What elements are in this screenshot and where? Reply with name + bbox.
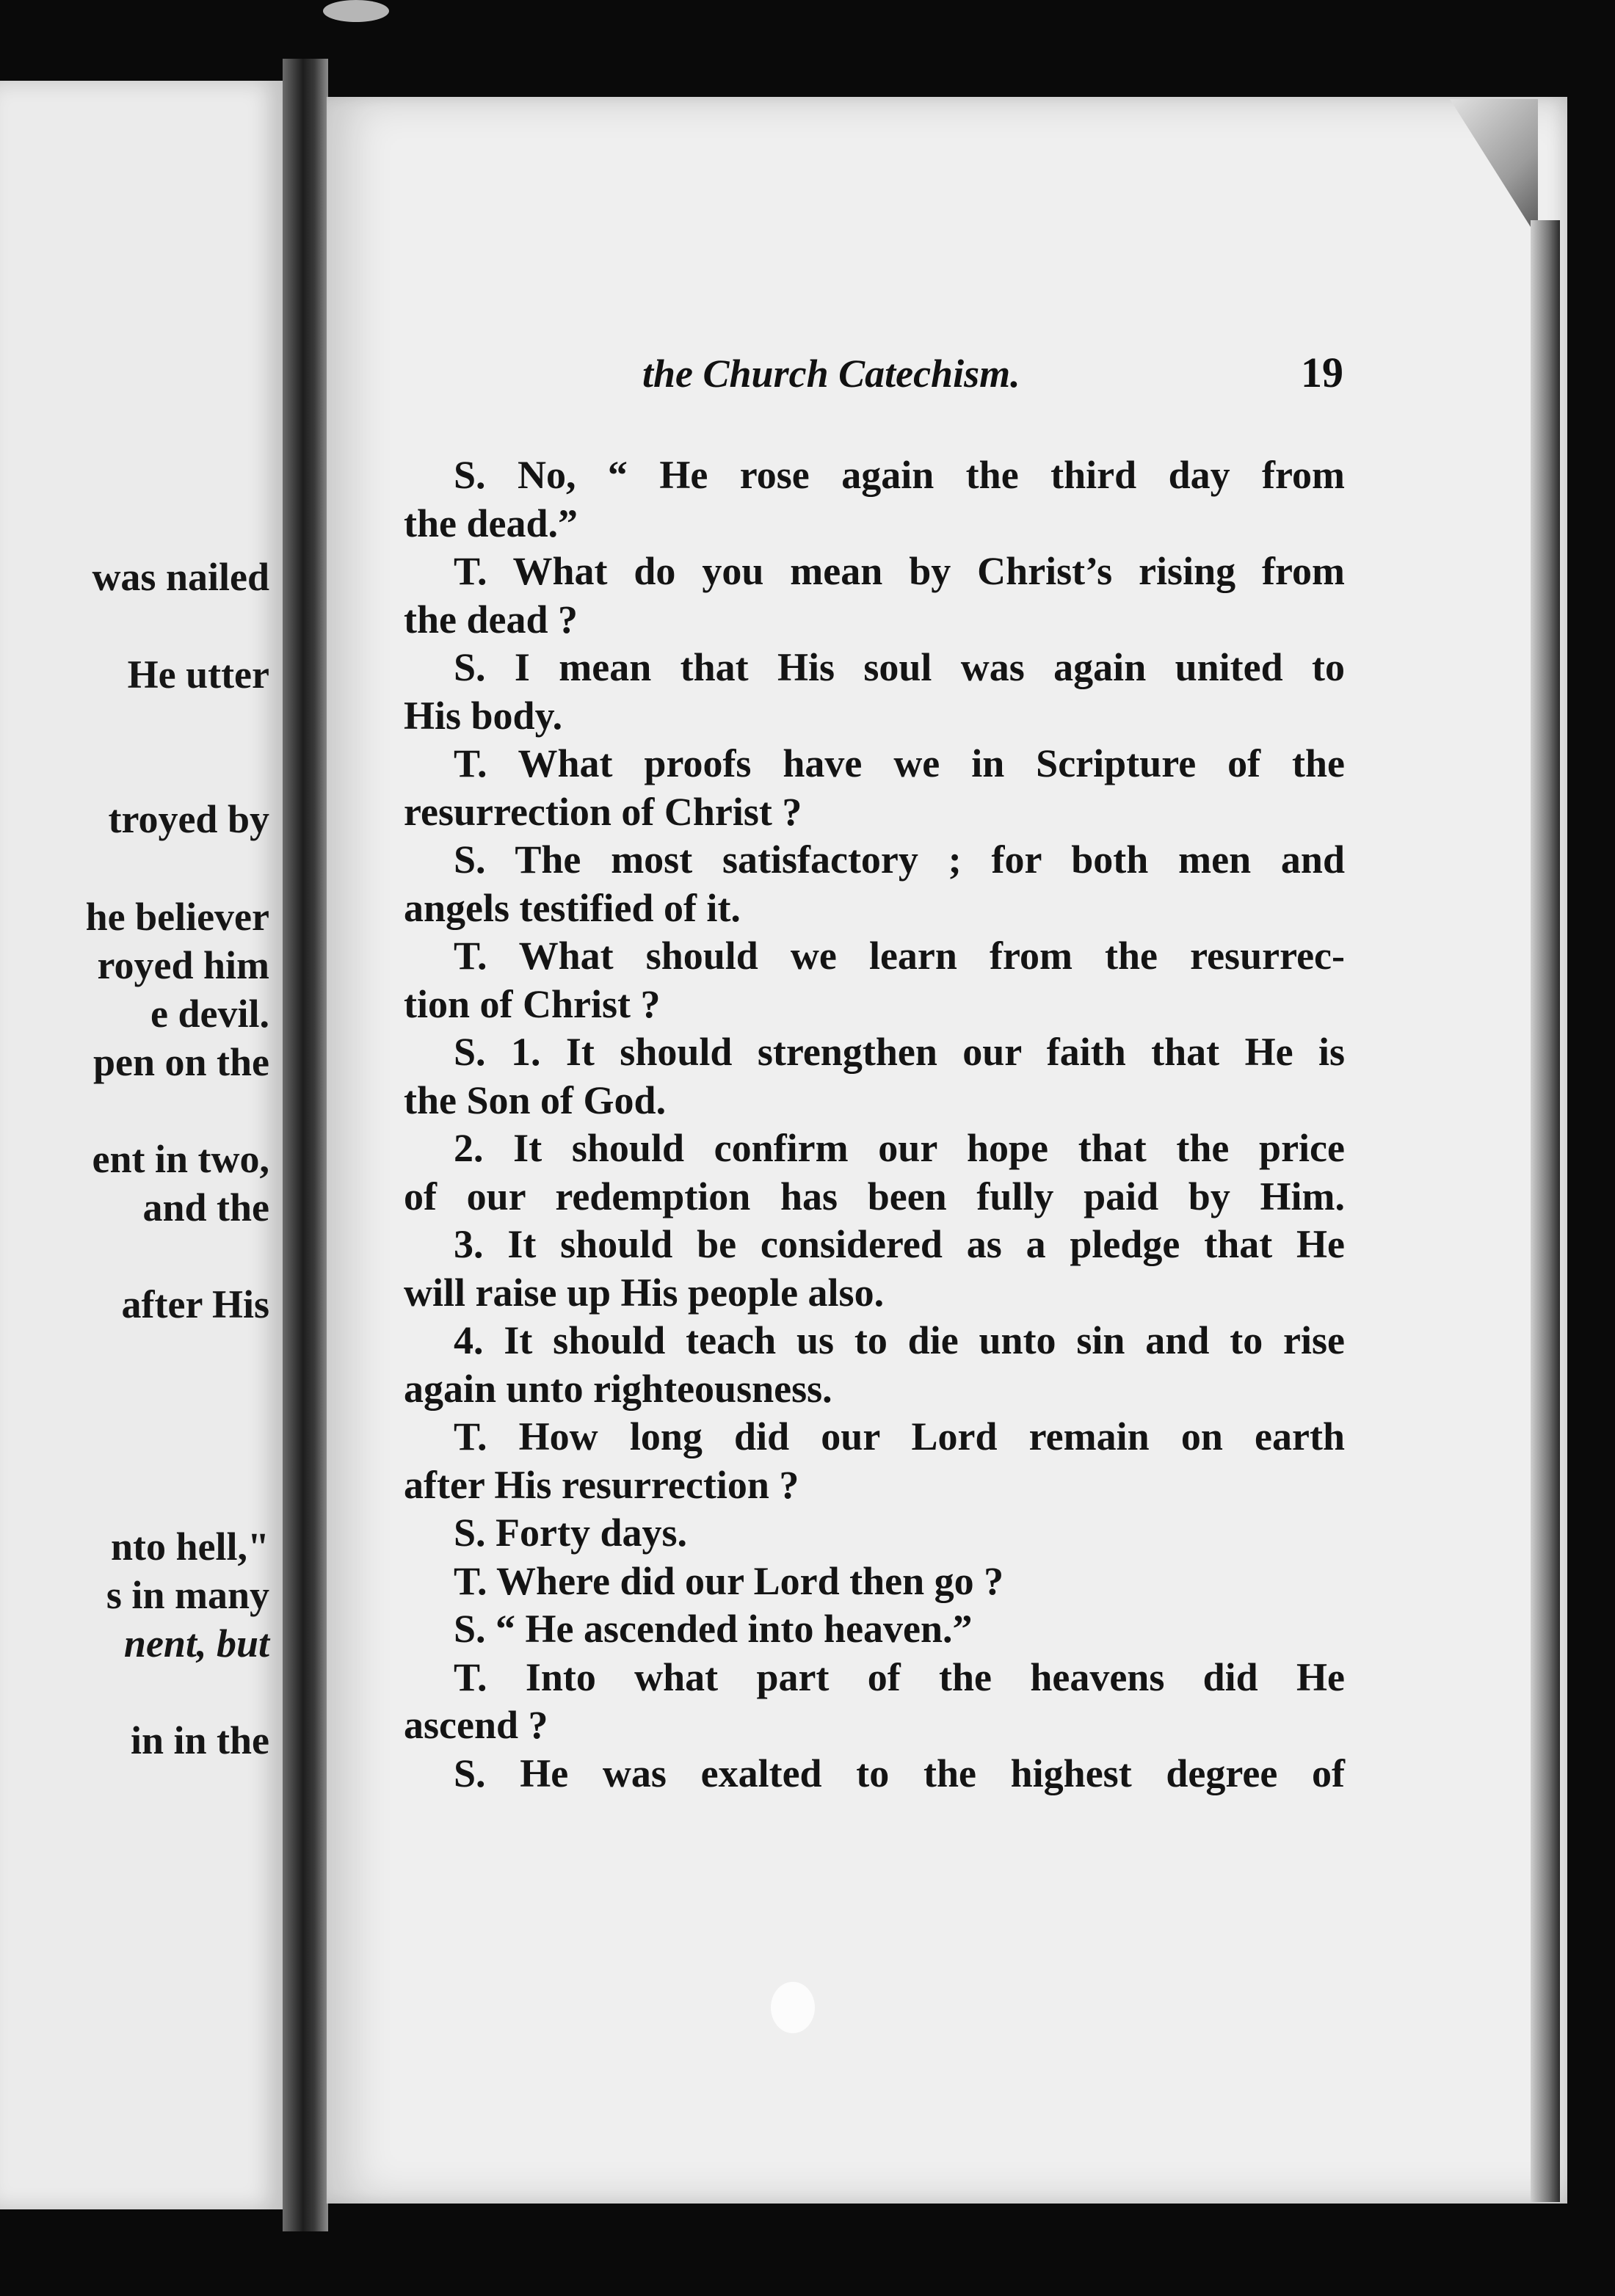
previous-page	[0, 81, 283, 2209]
left-page-line: He utter	[127, 653, 269, 697]
text-line: S. Forty days.	[454, 1511, 688, 1555]
text-line: T. Into what part of the heavens did He	[454, 1654, 1345, 1699]
page-edge	[1531, 220, 1560, 2202]
text-line: 2. It should confirm our hope that the price	[454, 1126, 1345, 1170]
text-line: S. No, “ He rose again the third day from	[454, 453, 1345, 497]
left-page-line: e devil.	[150, 992, 269, 1036]
left-page-line: s in many	[106, 1573, 269, 1617]
left-page-line: and the	[142, 1185, 269, 1229]
text-line: the Son of God.	[404, 1078, 667, 1122]
text-line: resurrection of Christ ?	[404, 789, 802, 834]
left-page-line: nent, but	[123, 1621, 269, 1665]
text-line: S. He was exalted to the highest degree of	[454, 1751, 1345, 1795]
text-line: will raise up His people also.	[404, 1270, 885, 1315]
running-title: the Church Catechism.	[642, 352, 1020, 396]
text-line: again unto righteousness.	[404, 1366, 832, 1411]
left-page-line: royed him	[97, 943, 269, 987]
left-page-line: troyed by	[108, 797, 269, 841]
text-line: angels testified of it.	[404, 885, 741, 930]
text-line: S. The most satisfactory ; for both men and	[454, 838, 1345, 882]
text-line: T. What proofs have we in Scripture of the	[454, 741, 1345, 785]
text-line: of our redemption has been fully paid by Him.	[404, 1174, 1345, 1218]
text-line: the dead ?	[404, 597, 578, 642]
left-page-line: pen on the	[92, 1040, 269, 1084]
text-line: the dead.”	[404, 501, 578, 545]
left-page-line: ent in two,	[92, 1137, 269, 1181]
text-line: His body.	[404, 693, 563, 738]
text-line: tion of Christ ?	[404, 981, 661, 1026]
text-line: T. What do you mean by Christ’s rising from	[454, 549, 1345, 593]
text-line: ascend ?	[404, 1703, 548, 1747]
text-line: T. Where did our Lord then go ?	[454, 1558, 1004, 1603]
left-page-line: was nailed	[92, 555, 269, 599]
text-line: after His resurrection ?	[404, 1462, 799, 1507]
text-line: S. 1. It should strengthen our faith that He is	[454, 1030, 1345, 1074]
running-header	[404, 351, 1343, 410]
scan-speck	[323, 0, 389, 22]
left-page-line: he believer	[85, 895, 269, 939]
left-page-line: in in the	[130, 1718, 269, 1762]
text-line: S. I mean that His soul was again united to	[454, 645, 1345, 689]
text-line: T. What should we learn from the resurrec-	[454, 934, 1345, 978]
text-line: 3. It should be considered as a pledge that He	[454, 1222, 1345, 1266]
left-page-line: after His	[121, 1282, 269, 1326]
text-line: 4. It should teach us to die unto sin and to rise	[454, 1318, 1345, 1362]
catechism-text	[404, 451, 1345, 1798]
text-line: S. “ He ascended into heaven.”	[454, 1607, 973, 1651]
page-number: 19	[1301, 349, 1343, 396]
left-page-line: nto hell,"	[111, 1525, 269, 1569]
book-gutter	[283, 59, 328, 2231]
text-line: T. How long did our Lord remain on earth	[454, 1414, 1345, 1458]
scan-speck	[771, 1982, 815, 2033]
